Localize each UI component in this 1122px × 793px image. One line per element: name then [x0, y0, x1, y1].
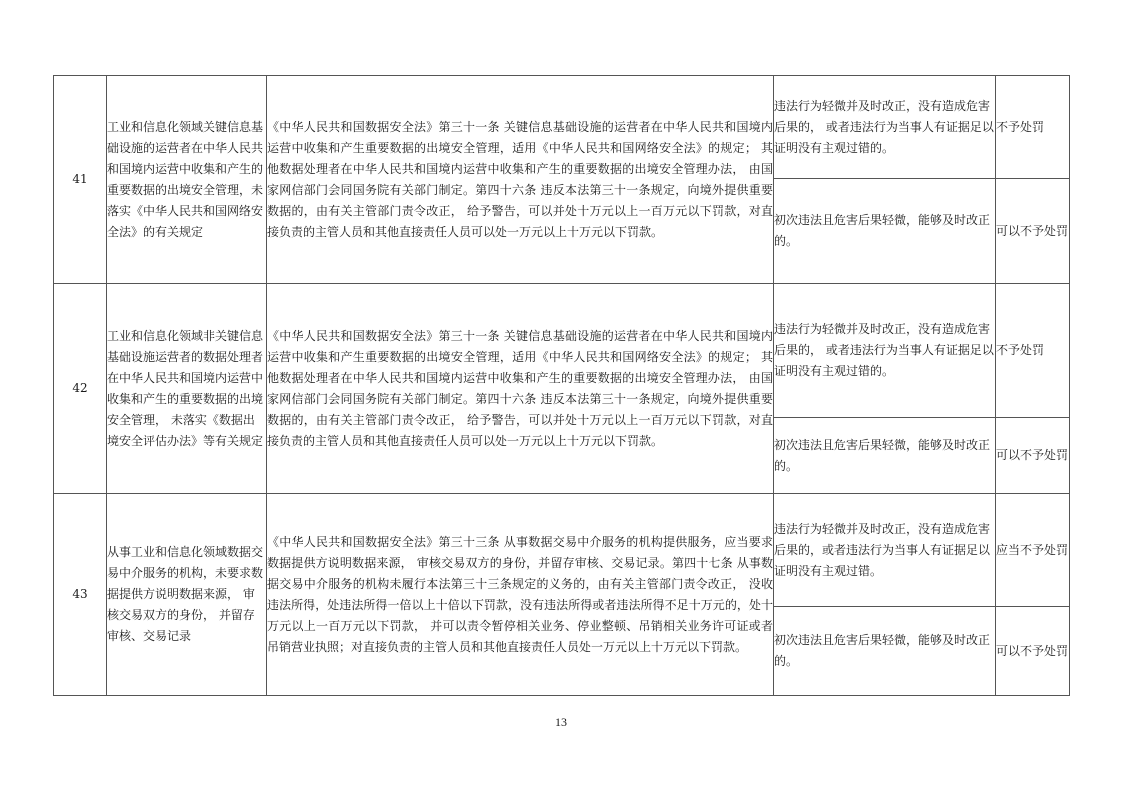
penalty-result: 可以不予处罚	[996, 179, 1070, 284]
legal-basis: 《中华人民共和国数据安全法》第三十一条 关键信息基础设施的运营者在中华人民共和国境内运营中收集和产生重要数据的出境安全管理，适用《中华人民共和国网络安全法》的规定； 其他数据处理者在中华人民共和国境内运营中收集和产生的重要数据的出境安全管理办法， 由国家网信部门会同国务院有关部门制定。第四十六条 违反本法第三十一条规定，向境外提供重要数据的，由有关主管部门责令改正， 给予警告，可以并处十万元以上一百万元以下罚款，对直接负责的主管人员和其他直接责任人员可以处一万元以上十万元以下罚款。	[267, 284, 774, 494]
penalty-table	[53, 75, 1070, 696]
condition-text: 违法行为轻微并及时改正，没有造成危害后果的， 或者违法行为当事人有证据足以证明没有主观过错的。	[774, 76, 996, 179]
row-number: 41	[54, 76, 107, 284]
condition-text: 初次违法且危害后果轻微，能够及时改正的。	[774, 607, 996, 696]
penalty-result: 不予处罚	[996, 284, 1070, 418]
violation-item: 工业和信息化领域非关键信息基础设施运营者的数据处理者在中华人民共和国境内运营中收集和产生的重要数据的出境安全管理， 未落实《数据出境安全评估办法》等有关规定	[107, 284, 267, 494]
penalty-result: 可以不予处罚	[996, 418, 1070, 494]
row-number: 42	[54, 284, 107, 494]
penalty-result: 可以不予处罚	[996, 607, 1070, 696]
condition-text: 初次违法且危害后果轻微，能够及时改正的。	[774, 179, 996, 284]
penalty-result: 应当不予处罚	[996, 494, 1070, 607]
page-number: 13	[555, 715, 567, 729]
table-row	[54, 76, 1070, 179]
legal-basis: 《中华人民共和国数据安全法》第三十三条 从事数据交易中介服务的机构提供服务，应当要求数据提供方说明数据来源， 审核交易双方的身份，并留存审核、交易记录。第四十七条 从事数据交易中介服务的机构未履行本法第三十三条规定的义务的，由有关主管部门责令改正， 没收违法所得，处违法所得一倍以上十倍以下罚款，没有违法所得或者违法所得不足十万元的，处十万元以上一百万元以下罚款， 并可以责令暂停相关业务、停业整顿、吊销相关业务许可证或者吊销营业执照；对直接负责的主管人员和其他直接责任人员处一万元以上十万元以下罚款。	[267, 494, 774, 696]
condition-text: 违法行为轻微并及时改正，没有造成危害后果的，或者违法行为当事人有证据足以证明没有主观过错。	[774, 494, 996, 607]
condition-text: 初次违法且危害后果轻微，能够及时改正的。	[774, 418, 996, 494]
legal-basis: 《中华人民共和国数据安全法》第三十一条 关键信息基础设施的运营者在中华人民共和国境内运营中收集和产生重要数据的出境安全管理，适用《中华人民共和国网络安全法》的规定； 其他数据处理者在中华人民共和国境内运营中收集和产生的重要数据的出境安全管理办法， 由国家网信部门会同国务院有关部门制定。第四十六条 违反本法第三十一条规定，向境外提供重要数据的，由有关主管部门责令改正， 给予警告，可以并处十万元以上一百万元以下罚款，对直接负责的主管人员和其他直接责任人员可以处一万元以上十万元以下罚款。	[267, 76, 774, 284]
penalty-result: 不予处罚	[996, 76, 1070, 179]
row-number: 43	[54, 494, 107, 696]
table-row	[54, 494, 1070, 607]
table-row	[54, 284, 1070, 418]
condition-text: 违法行为轻微并及时改正，没有造成危害后果的， 或者违法行为当事人有证据足以证明没有主观过错的。	[774, 284, 996, 418]
violation-item: 从事工业和信息化领域数据交易中介服务的机构，未要求数据提供方说明数据来源， 审核交易双方的身份， 并留存审核、交易记录	[107, 494, 267, 696]
violation-item: 工业和信息化领域关键信息基础设施的运营者在中华人民共和国境内运营中收集和产生的重要数据的出境安全管理，未落实《中华人民共和国网络安全法》的有关规定	[107, 76, 267, 284]
